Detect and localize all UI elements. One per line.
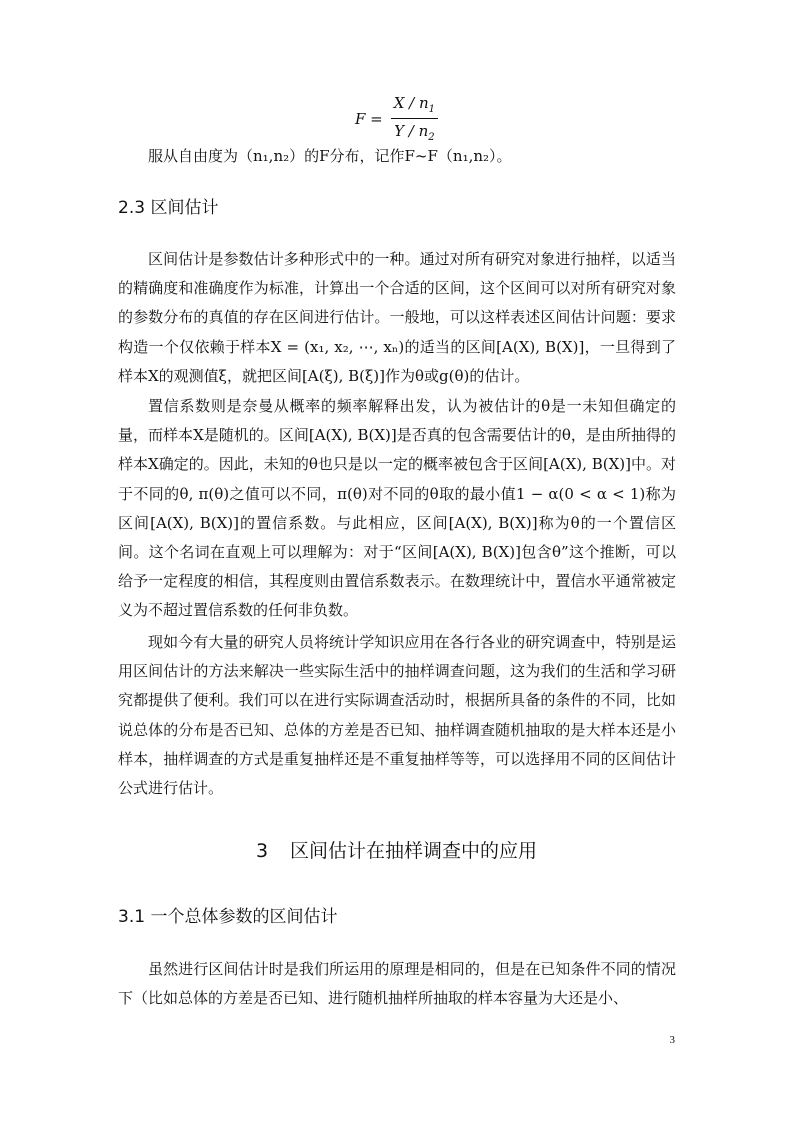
section-heading-2-3: 2.3 区间估计	[118, 198, 219, 218]
paragraph-interval-estimation: 区间估计是参数估计多种形式中的一种。通过对所有研究对象进行抽样，以适当的精确度和准确度作为标准，计算出一个合适的区间，这个区间可以对所有研究对象的参数分布的真值的存在区间进行估计。一般地，可以这样表述区间估计问题：要求构造一个仅依赖于样本X = (x₁, x₂, ⋯, xₙ)的适当的区间[A(X), B(X)]，一旦得到了样本X的观测值ξ，就把区间[A(ξ), B(ξ)]作为θ或g(θ)的估计。	[118, 250, 676, 385]
chapter-number: 3	[255, 840, 269, 862]
section-heading-3-1: 3.1 一个总体参数的区间估计	[118, 907, 338, 927]
formula-denominator: Y / $n_2$	[394, 122, 435, 143]
page-number: 3	[669, 1034, 675, 1046]
formula-fraction	[391, 94, 438, 143]
paragraph-single-parameter: 虽然进行区间估计时是我们所运用的原理是相同的，但是在已知条件不同的情况下（比如总体的方差是否已知、进行随机抽样所抽取的样本容量为大还是小、	[118, 960, 676, 1008]
formula-numerator: X / $n_1$	[391, 94, 438, 119]
chapter-heading-3	[0, 836, 793, 863]
chapter-title: 区间估计在抽样调查中的应用	[290, 840, 538, 862]
formula-lhs: F =	[354, 109, 383, 128]
formula-note: 服从自由度为（n₁,n₂）的F分布，记作F~F（n₁,n₂）。	[148, 147, 512, 165]
f-distribution-formula	[0, 94, 793, 143]
paragraph-confidence-coefficient: 置信系数则是奈曼从概率的频率解释出发，认为被估计的θ是一未知但确定的量，而样本X是随机的。区间[A(X), B(X)]是否真的包含需要估计的θ，是由所抽得的样本X确定的。因此，未知的θ也只是以一定的概率被包含于区间[A(X), B(X)]中。对于不同的θ, π(θ)之值可以不同，π(θ)对不同的θ取的最小值1 − α(0 < α < 1)称为区间[A(X), B(X)]的置信系数。与此相应，区间[A(X), B(X)]称为θ的一个置信区间。这个名词在直观上可以理解为：对于“区间[A(X), B(X)]包含θ”这个推断，可以给予一定程度的相信，其程度则由置信系数表示。在数理统计中，置信水平通常被定义为不超过置信系数的任何非负数。	[118, 397, 676, 620]
paragraph-applications: 现如今有大量的研究人员将统计学知识应用在各行各业的研究调查中，特别是运用区间估计的方法来解决一些实际生活中的抽样调查问题，这为我们的生活和学习研究都提供了便利。我们可以在进行实际调查活动时，根据所具备的条件的不同，比如说总体的分布是否已知、总体的方差是否已知、抽样调查随机抽取的是大样本还是小样本，抽样调查的方式是重复抽样还是不重复抽样等等，可以选择用不同的区间估计公式进行估计。	[118, 633, 676, 798]
